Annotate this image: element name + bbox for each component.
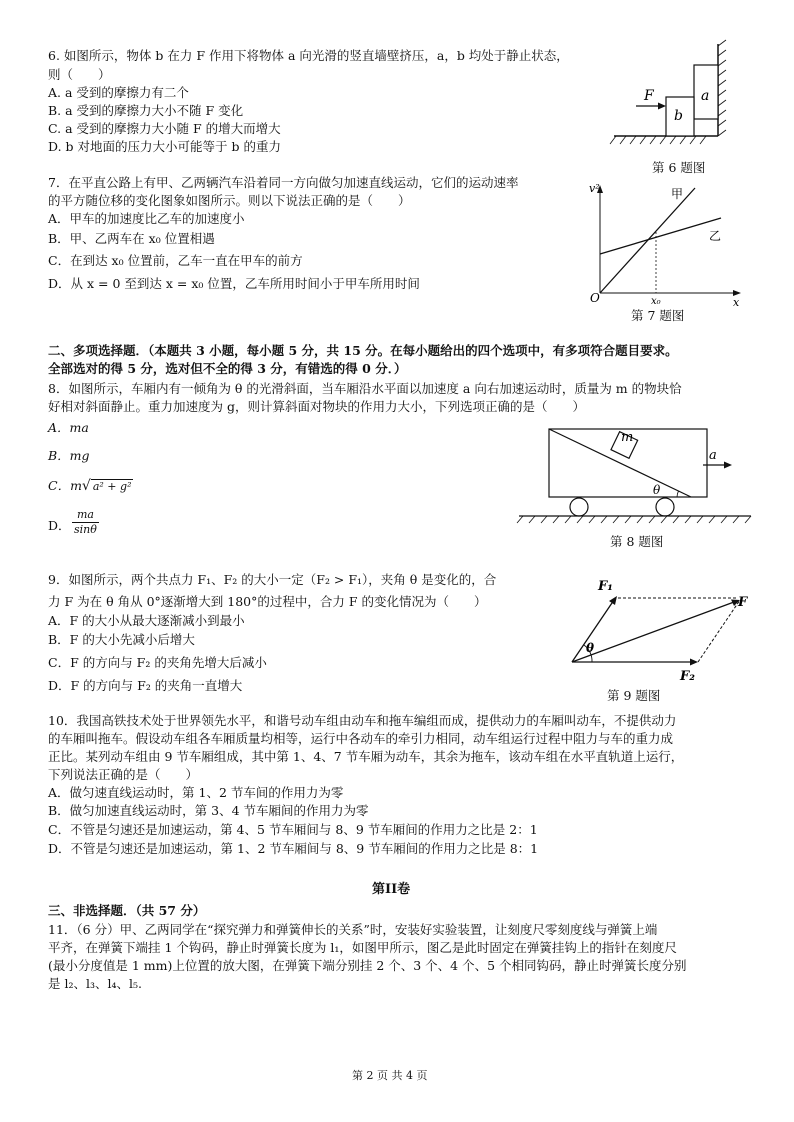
q9-option-b: B．F 的大小先减小后增大 bbox=[48, 632, 195, 647]
q8-d-fraction bbox=[72, 508, 99, 537]
wall-hatch bbox=[718, 40, 726, 136]
label-resultant: F bbox=[738, 595, 748, 610]
section3-title: 三、非选择题．（共 57 分） bbox=[48, 903, 206, 918]
q8-d-numerator: ma bbox=[72, 508, 99, 523]
part2-title: 第II卷 bbox=[372, 882, 411, 897]
label-b: b bbox=[674, 108, 683, 124]
q11-line1: 11．（6 分）甲、乙两同学在“探究弹力和弹簧伸长的关系”时，安装好实验装置，让刻度尺零刻度线与弹簧上端 bbox=[48, 922, 658, 937]
force-arrow-head bbox=[658, 103, 666, 110]
q9-figure bbox=[562, 578, 762, 688]
q11-line3: (最小分度值是 1 mm)上位置的放大图，在弹簧下端分别挂 2 个、3 个、4 个、5 个相同钩码，静止时弹簧长度分别 bbox=[48, 958, 687, 973]
q8-c-prefix: C．m bbox=[48, 478, 82, 493]
label-theta: θ bbox=[586, 641, 595, 655]
label-f2: F₂ bbox=[680, 669, 695, 684]
label-F: F bbox=[644, 88, 654, 104]
q9-option-a: A．F 的大小从最大逐渐减小到最小 bbox=[48, 613, 245, 628]
label-m: m bbox=[621, 430, 634, 445]
line-yi bbox=[600, 218, 721, 254]
label-jia: 甲 bbox=[671, 187, 684, 201]
q7-caption: 第 7 题图 bbox=[631, 308, 685, 323]
wheel-left bbox=[570, 498, 588, 516]
q10-option-d: D．不管是匀速还是加速运动，第 1、2 节车厢间与 8、9 节车厢间的作用力之比是 8：1 bbox=[48, 841, 539, 856]
q7-stem-line1: 7．在平直公路上有甲、乙两辆汽车沿着同一方向做匀加速直线运动，它们的运动速率 bbox=[48, 175, 519, 190]
ground-hatch bbox=[610, 136, 706, 144]
q7-option-c: C．在到达 x₀ 位置前，乙车一直在甲车的前方 bbox=[48, 253, 303, 268]
q9-option-c: C．F 的方向与 F₂ 的夹角先增大后减小 bbox=[48, 655, 267, 670]
q8-option-b: B．mg bbox=[48, 448, 90, 463]
q9-caption: 第 9 题图 bbox=[607, 688, 661, 703]
track-hatch bbox=[517, 516, 751, 523]
q9-option-d: D．F 的方向与 F₂ 的夹角一直增大 bbox=[48, 678, 243, 693]
q8-d-denominator: sinθ bbox=[74, 523, 97, 536]
q10-stem-line2: 的车厢叫拖车。假设动车组各车厢质量均相等，运行中各动车的牵引力相同，动车组运行过程中阻力与车的重力成 bbox=[48, 731, 674, 746]
page-number: 第 2 页 共 4 页 bbox=[352, 1069, 428, 1082]
x-label: x bbox=[733, 296, 740, 309]
q10-stem-line4: 下列说法正确的是（ ） bbox=[48, 767, 199, 782]
q6-option-a: A. a 受到的摩擦力有二个 bbox=[48, 85, 189, 100]
q9-stem-line1: 9．如图所示，两个共点力 F₁、F₂ 的大小一定（F₂ > F₁），夹角 θ 是变化的，合 bbox=[48, 572, 497, 587]
q8-option-d: D． bbox=[48, 518, 71, 533]
section2-line2: 全部选对的得 5 分，选对但不全的得 3 分，有错选的得 0 分．） bbox=[48, 361, 407, 376]
q6-figure bbox=[600, 40, 740, 150]
q7-option-b: B．甲、乙两车在 x₀ 位置相遇 bbox=[48, 231, 215, 246]
q7-option-a: A．甲车的加速度比乙车的加速度小 bbox=[48, 211, 245, 226]
q6-option-b: B. a 受到的摩擦力大小不随 F 变化 bbox=[48, 103, 244, 118]
q10-option-c: C．不管是匀速还是加速运动，第 4、5 节车厢间与 8、9 节车厢间的作用力之比是 2：1 bbox=[48, 822, 538, 837]
label-theta: θ bbox=[653, 483, 661, 497]
q8-c-radicand: a² + g² bbox=[92, 480, 132, 493]
f1-arrow-head bbox=[609, 596, 617, 605]
q10-stem-line3: 正比。某列动车组由 9 节车厢组成，其中第 1、4、7 节车厢为动车，其余为拖车，该动车组在水平直轨道上运行， bbox=[48, 749, 684, 764]
y-label: v² bbox=[589, 182, 600, 195]
q6-stem-line1: 6. 如图所示，物体 b 在力 F 作用下将物体 a 向光滑的竖直墙壁挤压，a，b 均处于静止状态， bbox=[48, 48, 569, 63]
q7-graph bbox=[585, 180, 745, 310]
wheel-right bbox=[656, 498, 674, 516]
q8-stem-line1: 8．如图所示，车厢内有一倾角为 θ 的光滑斜面，当车厢沿水平面以加速度 a 向右加速运动时，质量为 m 的物块恰 bbox=[48, 381, 682, 396]
x0-label: x₀ bbox=[651, 296, 661, 307]
label-f1: F₁ bbox=[598, 579, 613, 594]
resultant-vector bbox=[572, 602, 734, 662]
q10-option-b: B．做匀加速直线运动时，第 3、4 节车厢间的作用力为零 bbox=[48, 803, 369, 818]
q11-line2: 平齐，在弹簧下端挂 1 个钩码，静止时弹簧长度为 l₁，如图甲所示，图乙是此时固定在弹簧挂钩上的指针在刻度尺 bbox=[48, 940, 677, 955]
section2-line1: 二、多项选择题．（本题共 3 小题，每小题 5 分，共 15 分。在每小题给出的四个选项中，有多项符合题目要求。 bbox=[48, 343, 678, 358]
q7-stem-line2: 的平方随位移的变化图象如图所示。则以下说法正确的是（ ） bbox=[48, 193, 411, 208]
q11-line4: 是 l₂、l₃、l₄、l₅. bbox=[48, 976, 142, 991]
q6-stem-line2: 则（ ） bbox=[48, 67, 111, 82]
label-yi: 乙 bbox=[709, 229, 722, 243]
label-accel: a bbox=[709, 448, 717, 463]
sqrt-sign: √ bbox=[81, 478, 91, 494]
q6-option-d: D. b 对地面的压力大小可能等于 b 的重力 bbox=[48, 139, 281, 154]
q10-option-a: A．做匀速直线运动时，第 1、2 节车间的作用力为零 bbox=[48, 785, 344, 800]
q6-option-c: C. a 受到的摩擦力大小随 F 的增大而增大 bbox=[48, 121, 281, 136]
parallelogram-right bbox=[698, 600, 740, 662]
q8-figure bbox=[515, 425, 755, 525]
q8-option-a: A．ma bbox=[48, 420, 89, 435]
origin-label: O bbox=[590, 291, 600, 305]
q10-stem-line1: 10．我国高铁技术处于世界领先水平，和谐号动车组由动车和拖车编组而成，提供动力的车厢叫动车，不提供动力 bbox=[48, 713, 677, 728]
q9-stem-line2: 力 F 为在 θ 角从 0°逐渐增大到 180°的过程中，合力 F 的变化情况为（ ） bbox=[48, 594, 487, 609]
q8-stem-line2: 好相对斜面静止。重力加速度为 g，则计算斜面对物块的作用力大小，下列选项正确的是（ ） bbox=[48, 399, 585, 414]
q6-caption: 第 6 题图 bbox=[652, 160, 706, 175]
accel-arrow-head bbox=[724, 462, 732, 469]
q8-caption: 第 8 题图 bbox=[610, 534, 664, 549]
q8-option-c bbox=[48, 478, 133, 495]
label-a: a bbox=[701, 88, 710, 104]
f2-arrow-head bbox=[690, 659, 698, 666]
q7-option-d: D．从 x = 0 至到达 x = x₀ 位置，乙车所用时间小于甲车所用时间 bbox=[48, 276, 420, 291]
